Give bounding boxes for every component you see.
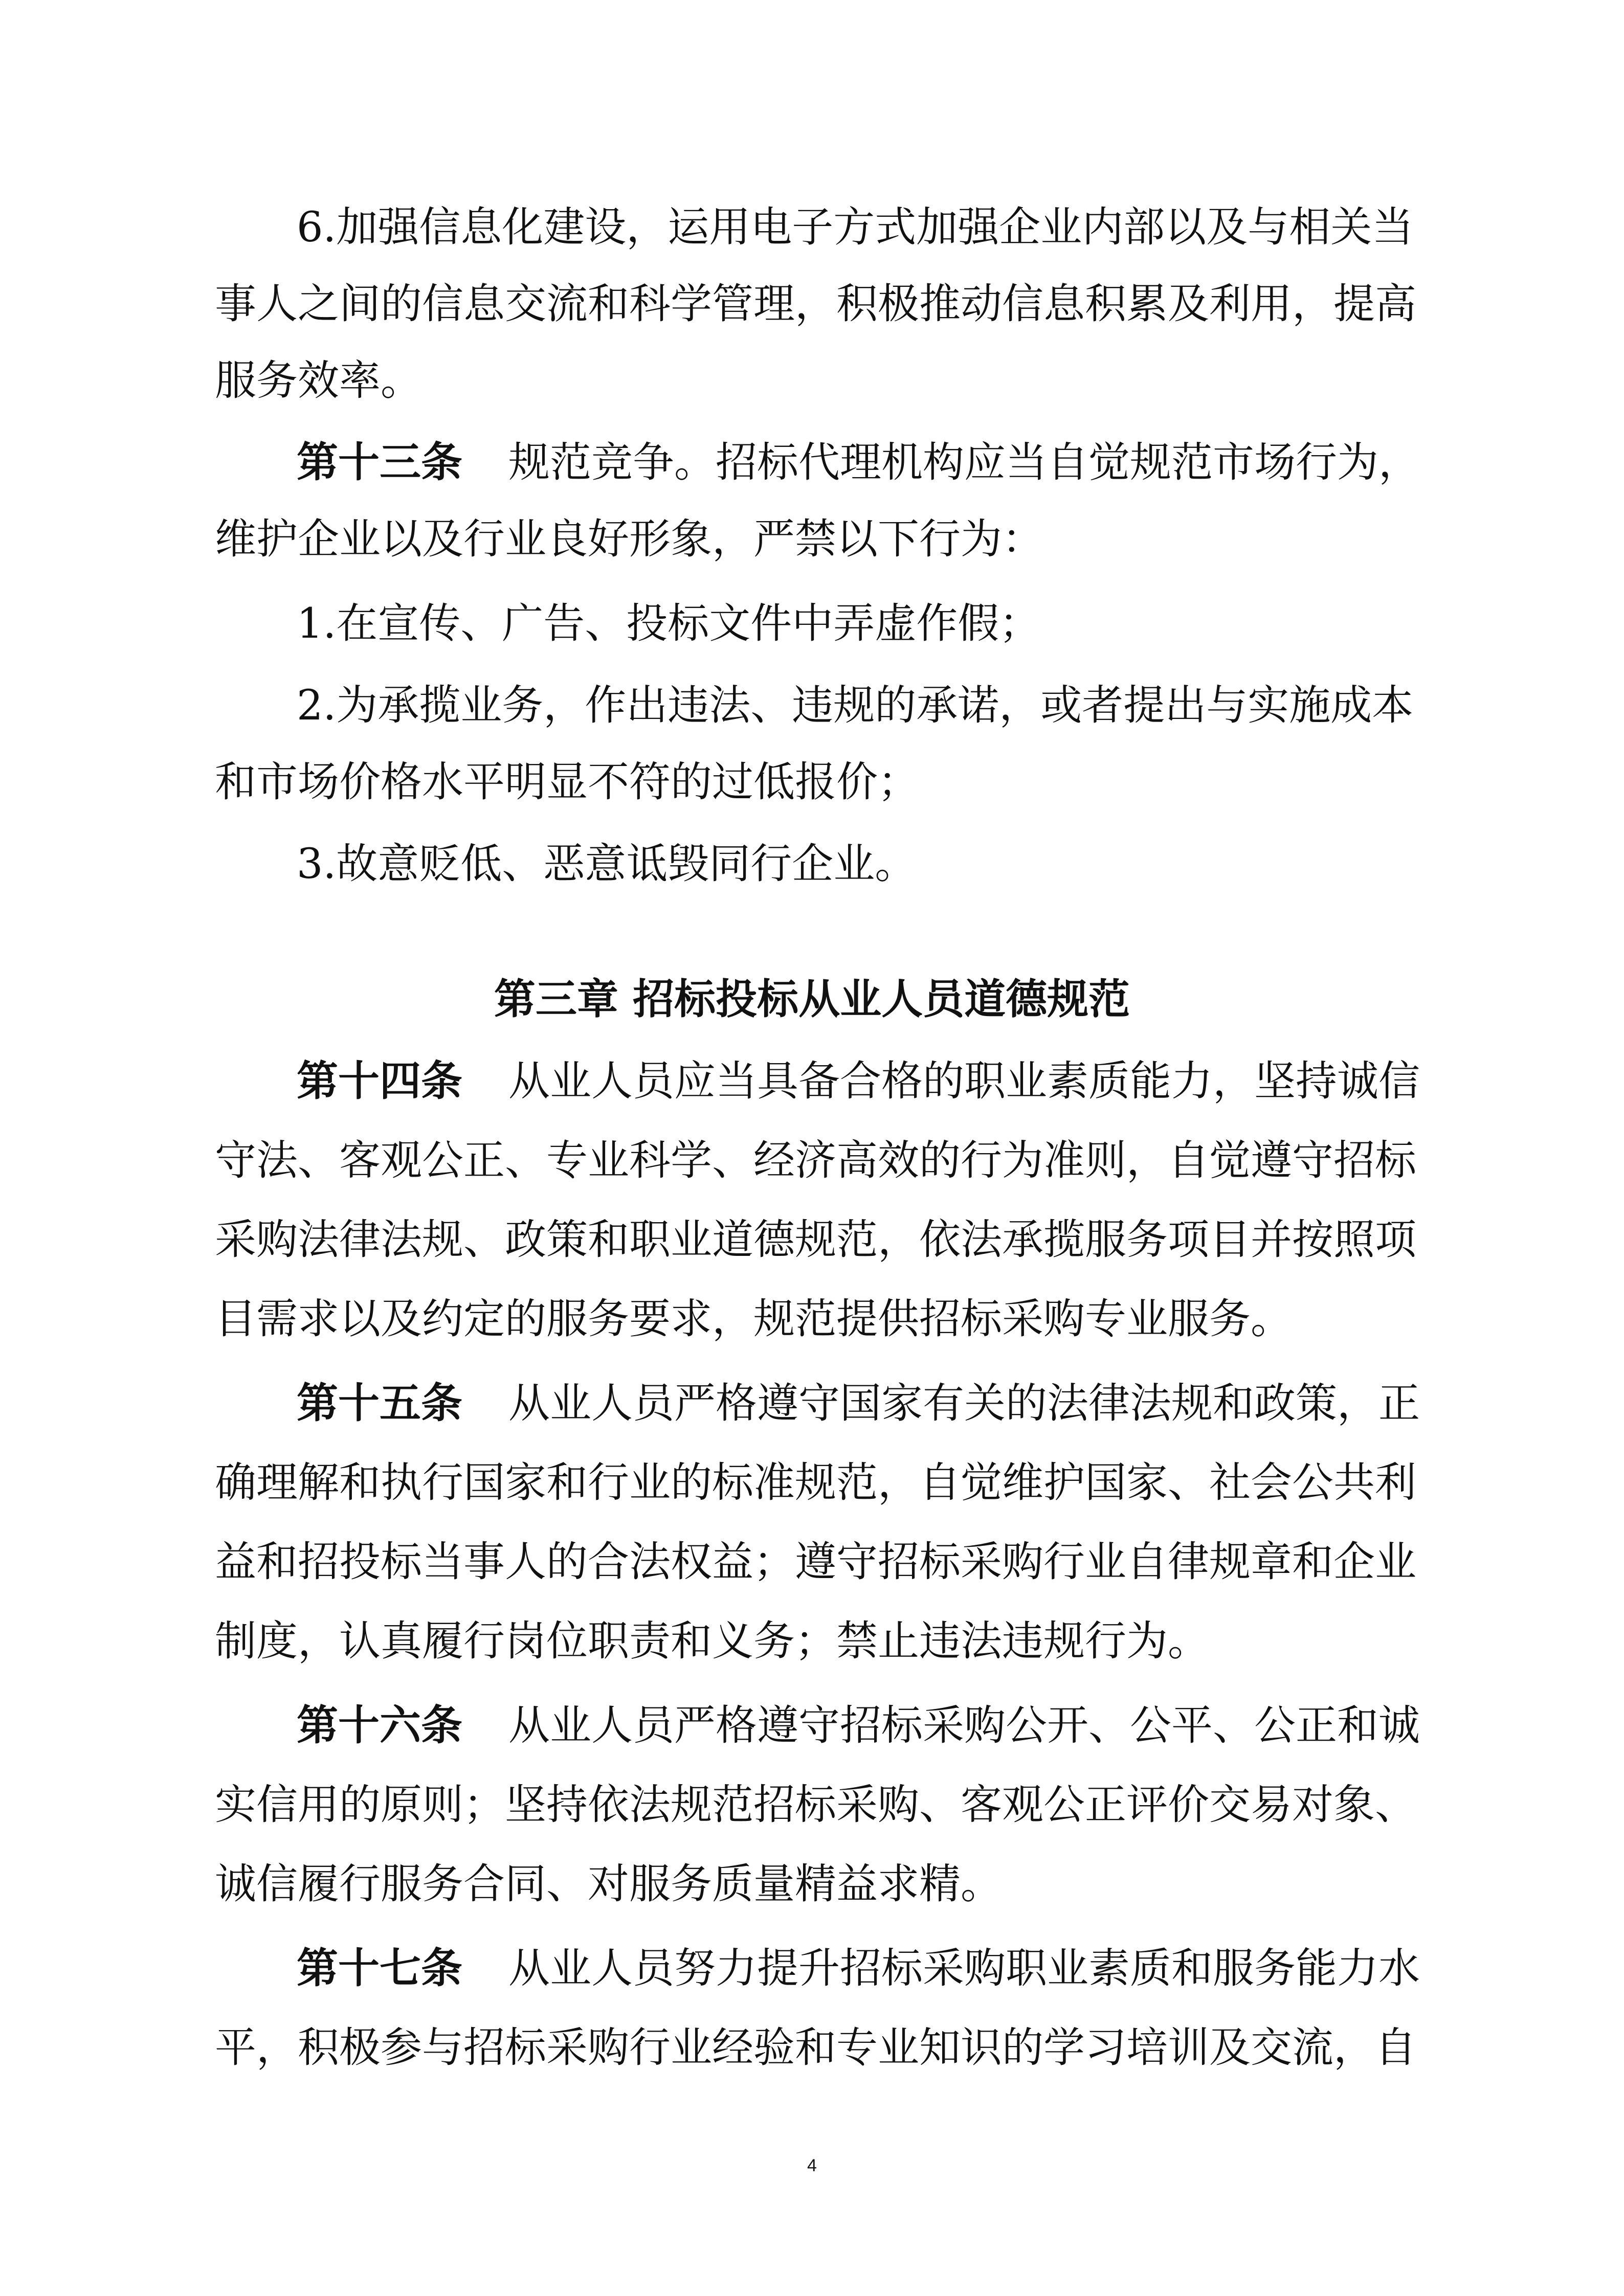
paragraph-line: 制度，认真履行岗位职责和义务；禁止违法违规行为。 <box>215 1617 1210 1665</box>
article-text: 从业人员严格遵守国家有关的法律法规和政策，正 <box>508 1380 1420 1428</box>
article-text: 从业人员应当具备合格的职业素质能力，坚持诚信 <box>508 1057 1420 1106</box>
paragraph-line: 采购法律法规、政策和职业道德规范，依法承揽服务项目并按照项 <box>215 1216 1417 1264</box>
article-number: 第十五条 <box>297 1379 463 1428</box>
paragraph-line: 确理解和执行国家和行业的标准规范，自觉维护国家、社会公共利 <box>215 1459 1417 1507</box>
list-item: 3.故意贬低、恶意诋毁同行企业。 <box>297 840 917 888</box>
article-text: 从业人员努力提升招标采购职业素质和服务能力水 <box>508 1945 1420 1993</box>
article-paragraph-line <box>297 1700 1494 1751</box>
page-number: 4 <box>807 2156 817 2175</box>
paragraph-line: 事人之间的信息交流和科学管理，积极推动信息积累及利用，提高 <box>215 280 1417 328</box>
article-paragraph-line <box>297 1943 1494 1994</box>
article-number: 第十四条 <box>297 1057 463 1106</box>
article-text: 规范竞争。招标代理机构应当自觉规范市场行为， <box>508 439 1420 487</box>
paragraph-line: 服务效率。 <box>215 357 422 405</box>
paragraph-line: 和市场价格水平明显不符的过低报价； <box>215 758 920 806</box>
article-text: 从业人员严格遵守招标采购公开、公平、公正和诚 <box>508 1702 1420 1750</box>
article-paragraph-line <box>297 1378 1494 1429</box>
article-number: 第十七条 <box>297 1944 463 1993</box>
paragraph-line: 维护企业以及行业良好形象，严禁以下行为： <box>215 515 1044 564</box>
paragraph-line: 平，积极参与招标采购行业经验和专业知识的学习培训及交流，自 <box>215 2024 1417 2072</box>
article-number: 第十三条 <box>297 438 463 487</box>
paragraph-line: 诚信履行服务合同、对服务质量精益求精。 <box>215 1860 1003 1908</box>
article-number: 第十六条 <box>297 1701 463 1750</box>
paragraph-line: 6.加强信息化建设，运用电子方式加强企业内部以及与相关当 <box>297 204 1414 252</box>
chapter-heading: 第三章 招标投标从业人员道德规范 <box>494 975 1130 1024</box>
paragraph-line: 实信用的原则；坚持依法规范招标采购、客观公正评价交易对象、 <box>215 1781 1417 1829</box>
paragraph-line: 益和招投标当事人的合法权益；遵守招标采购行业自律规章和企业 <box>215 1538 1417 1586</box>
paragraph-line: 目需求以及约定的服务要求，规范提供招标采购专业服务。 <box>215 1295 1293 1343</box>
article-paragraph-line <box>297 1056 1494 1107</box>
list-item: 1.在宣传、广告、投标文件中弄虚作假； <box>297 600 1041 648</box>
article-paragraph-line <box>297 437 1494 488</box>
list-item: 2.为承揽业务，作出违法、违规的承诺，或者提出与实施成本 <box>297 682 1414 730</box>
paragraph-line: 守法、客观公正、专业科学、经济高效的行为准则，自觉遵守招标 <box>215 1137 1417 1185</box>
